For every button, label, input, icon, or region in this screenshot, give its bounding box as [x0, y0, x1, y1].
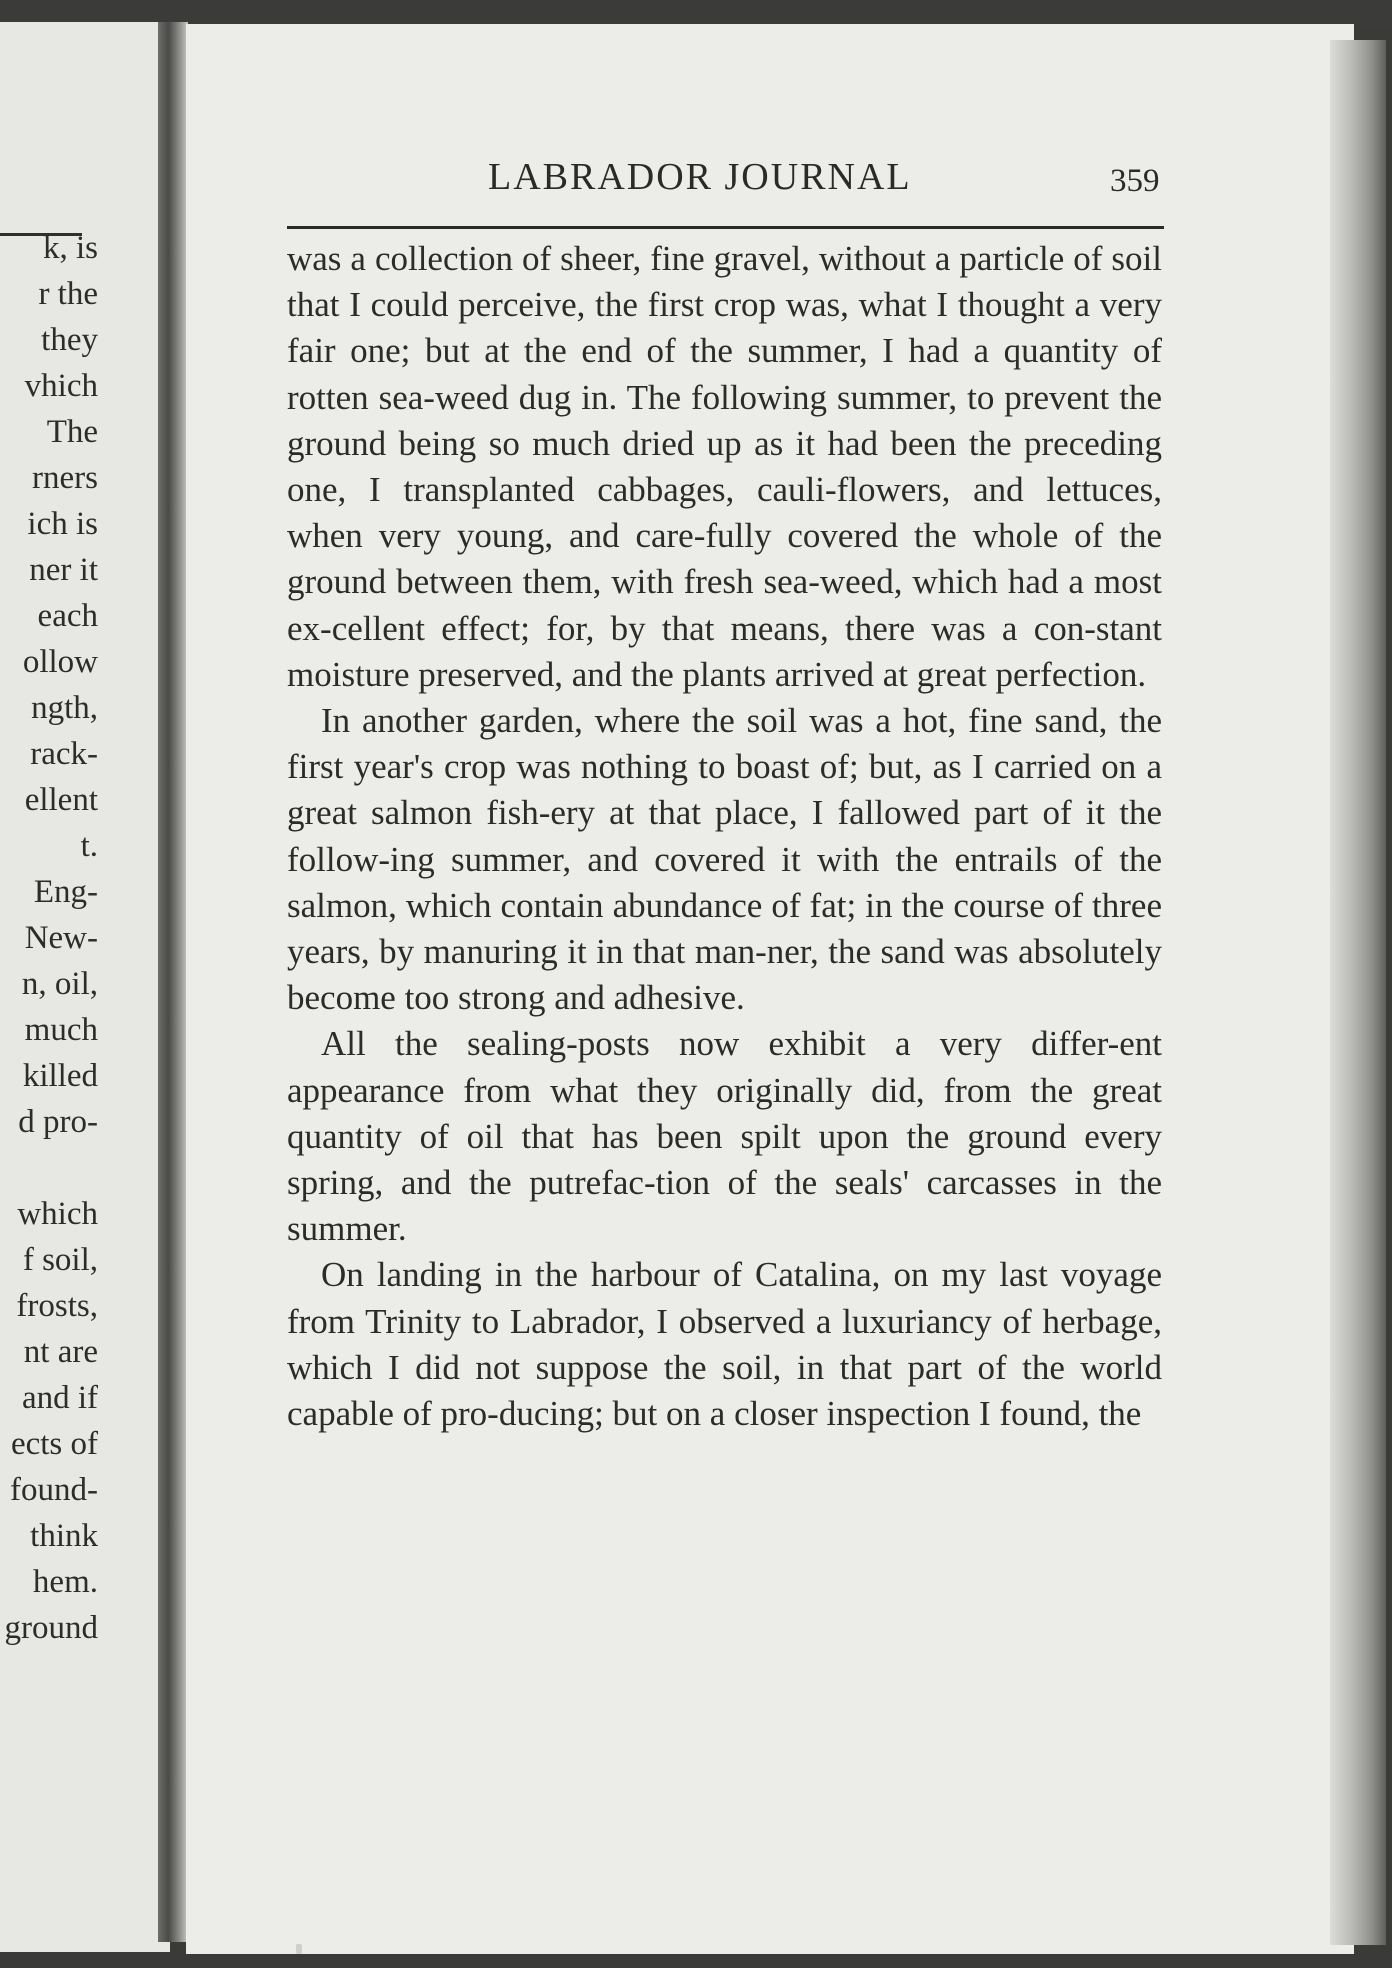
paragraph: All the sealing-posts now exhibit a very differ-ent appearance from what they originally did, from the great quantity of oil that has been spilt upon the ground every spring, and the putrefac-tion of the seals' carcasses in the summer.: [287, 1024, 1162, 1249]
left-text-line: n, oil,: [21, 966, 98, 1002]
left-page-fragment: [0, 22, 170, 1952]
left-text-line: think: [30, 1518, 98, 1554]
left-text-line: rners: [32, 460, 98, 496]
paragraph: On landing in the harbour of Catalina, on my last voyage from Trinity to Labrador, I observed a luxuriancy of herbage, which I did not suppose the soil, in that part of the world capable of pro-ducing; but on a closer inspection I found, the: [287, 1255, 1162, 1434]
book-gutter: [158, 22, 188, 1942]
left-text-line: t.: [80, 828, 98, 864]
left-text-line: much: [24, 1012, 98, 1048]
scan-speck: [296, 1944, 302, 1954]
left-text-line: ngth,: [31, 690, 98, 726]
left-text-line: rack-: [30, 736, 98, 772]
left-text-line: r the: [38, 276, 98, 312]
left-text-line: f soil,: [22, 1242, 98, 1278]
left-text-line: New-: [24, 920, 98, 956]
left-text-line: ollow: [22, 644, 98, 680]
left-text-line: which: [17, 1196, 98, 1232]
left-text-line: frosts,: [16, 1288, 98, 1324]
left-text-line: ground: [4, 1610, 98, 1646]
left-text-line: ellent: [24, 782, 98, 818]
page-stack-edge: [1330, 40, 1386, 1945]
left-text-line: hem.: [32, 1564, 98, 1600]
left-text-line: ner it: [29, 552, 98, 588]
left-text-line: ich is: [27, 506, 98, 542]
head-rule: [287, 226, 1164, 229]
left-text-line: Eng-: [33, 874, 98, 910]
left-text-line: vhich: [24, 368, 98, 404]
left-text-line: and if: [21, 1380, 98, 1416]
left-text-line: k, is: [42, 230, 98, 266]
left-text-line: The: [46, 414, 98, 450]
left-text-line: nt are: [23, 1334, 98, 1370]
left-text-line: killed: [22, 1058, 98, 1094]
left-text-line: each: [37, 598, 98, 634]
left-text-line: d pro-: [18, 1104, 98, 1140]
running-head: LABRADOR JOURNAL: [488, 156, 912, 198]
paragraph: was a collection of sheer, fine gravel, without a particle of soil that I could perceive, the first crop was, what I thought a very fair one; but at the end of the summer, I had a quantity of rotten sea-weed dug in. The following summer, to prevent the ground being so much dried up as it had been the preceding one, I transplanted cabbages, cauli-flowers, and lettuces, when very young, and care-fully covered the whole of the ground between them, with fresh sea-weed, which had a most ex-cellent effect; for, by that means, there was a con-stant moisture preserved, and the plants arrived at great perfection.: [287, 239, 1162, 694]
page-number: 359: [1110, 163, 1160, 199]
left-text-line: found-: [10, 1472, 98, 1508]
body-text: [287, 236, 1162, 1437]
left-text-line: they: [41, 322, 98, 358]
paragraph: In another garden, where the soil was a hot, fine sand, the first year's crop was nothing to boast of; but, as I carried on a great salmon fish-ery at that place, I fallowed part of it the follow-ing summer, and covered it with the entrails of the salmon, which contain abundance of fat; in the course of three years, by manuring it in that man-ner, the sand was absolutely become too strong and adhesive.: [287, 701, 1162, 1018]
left-text-line: ects of: [10, 1426, 98, 1462]
